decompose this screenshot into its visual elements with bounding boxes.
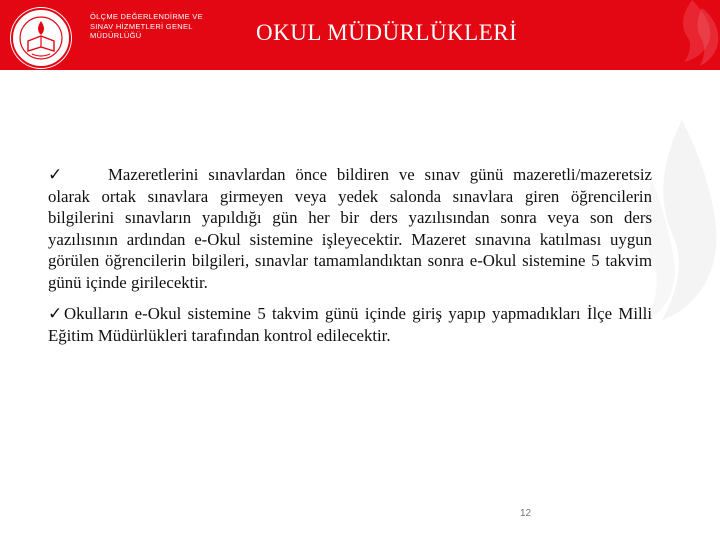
check-icon: ✓ (48, 304, 63, 323)
page-number: 12 (520, 508, 532, 519)
flame-decoration-icon (630, 0, 720, 70)
paragraph-1 (48, 164, 652, 293)
header-bar (0, 0, 720, 70)
page-title: OKUL MÜDÜRLÜKLERİ (256, 20, 518, 45)
content-area (48, 164, 652, 346)
check-icon: ✓ (48, 165, 63, 184)
paragraph-2-text: Okulların e-Okul sistemine 5 takvim günü içinde giriş yapıp yapmadıkları İlçe Milli Eğitim Müdürlükleri tarafından kontrol edilecektir. (48, 304, 652, 345)
ministry-emblem-icon (10, 7, 72, 69)
paragraph-2 (48, 303, 652, 346)
paragraph-1-text: Mazeretlerini sınavlardan önce bildiren ve sınav günü mazeretli/mazeretsiz olarak ortak sınavlara girmeyen veya yedek salonda sınavlara giren öğrencilerin bilgilerini sınavların yapıldığı gün her bir ders yazılısından sonra veya son ders yazılısının ardından e-Okul sistemine işleyecektir. Mazeret sınavına katılması uygun görülen öğrencilerin bilgileri, sınavlar tamamlandıktan sonra e-Okul sistemine 5 takvim günü içinde girilecektir. (48, 165, 652, 292)
organization-name: ÖLÇME DEĞERLENDİRME VE SINAV HİZMETLERİ GENEL MÜDÜRLÜĞÜ (90, 12, 203, 40)
